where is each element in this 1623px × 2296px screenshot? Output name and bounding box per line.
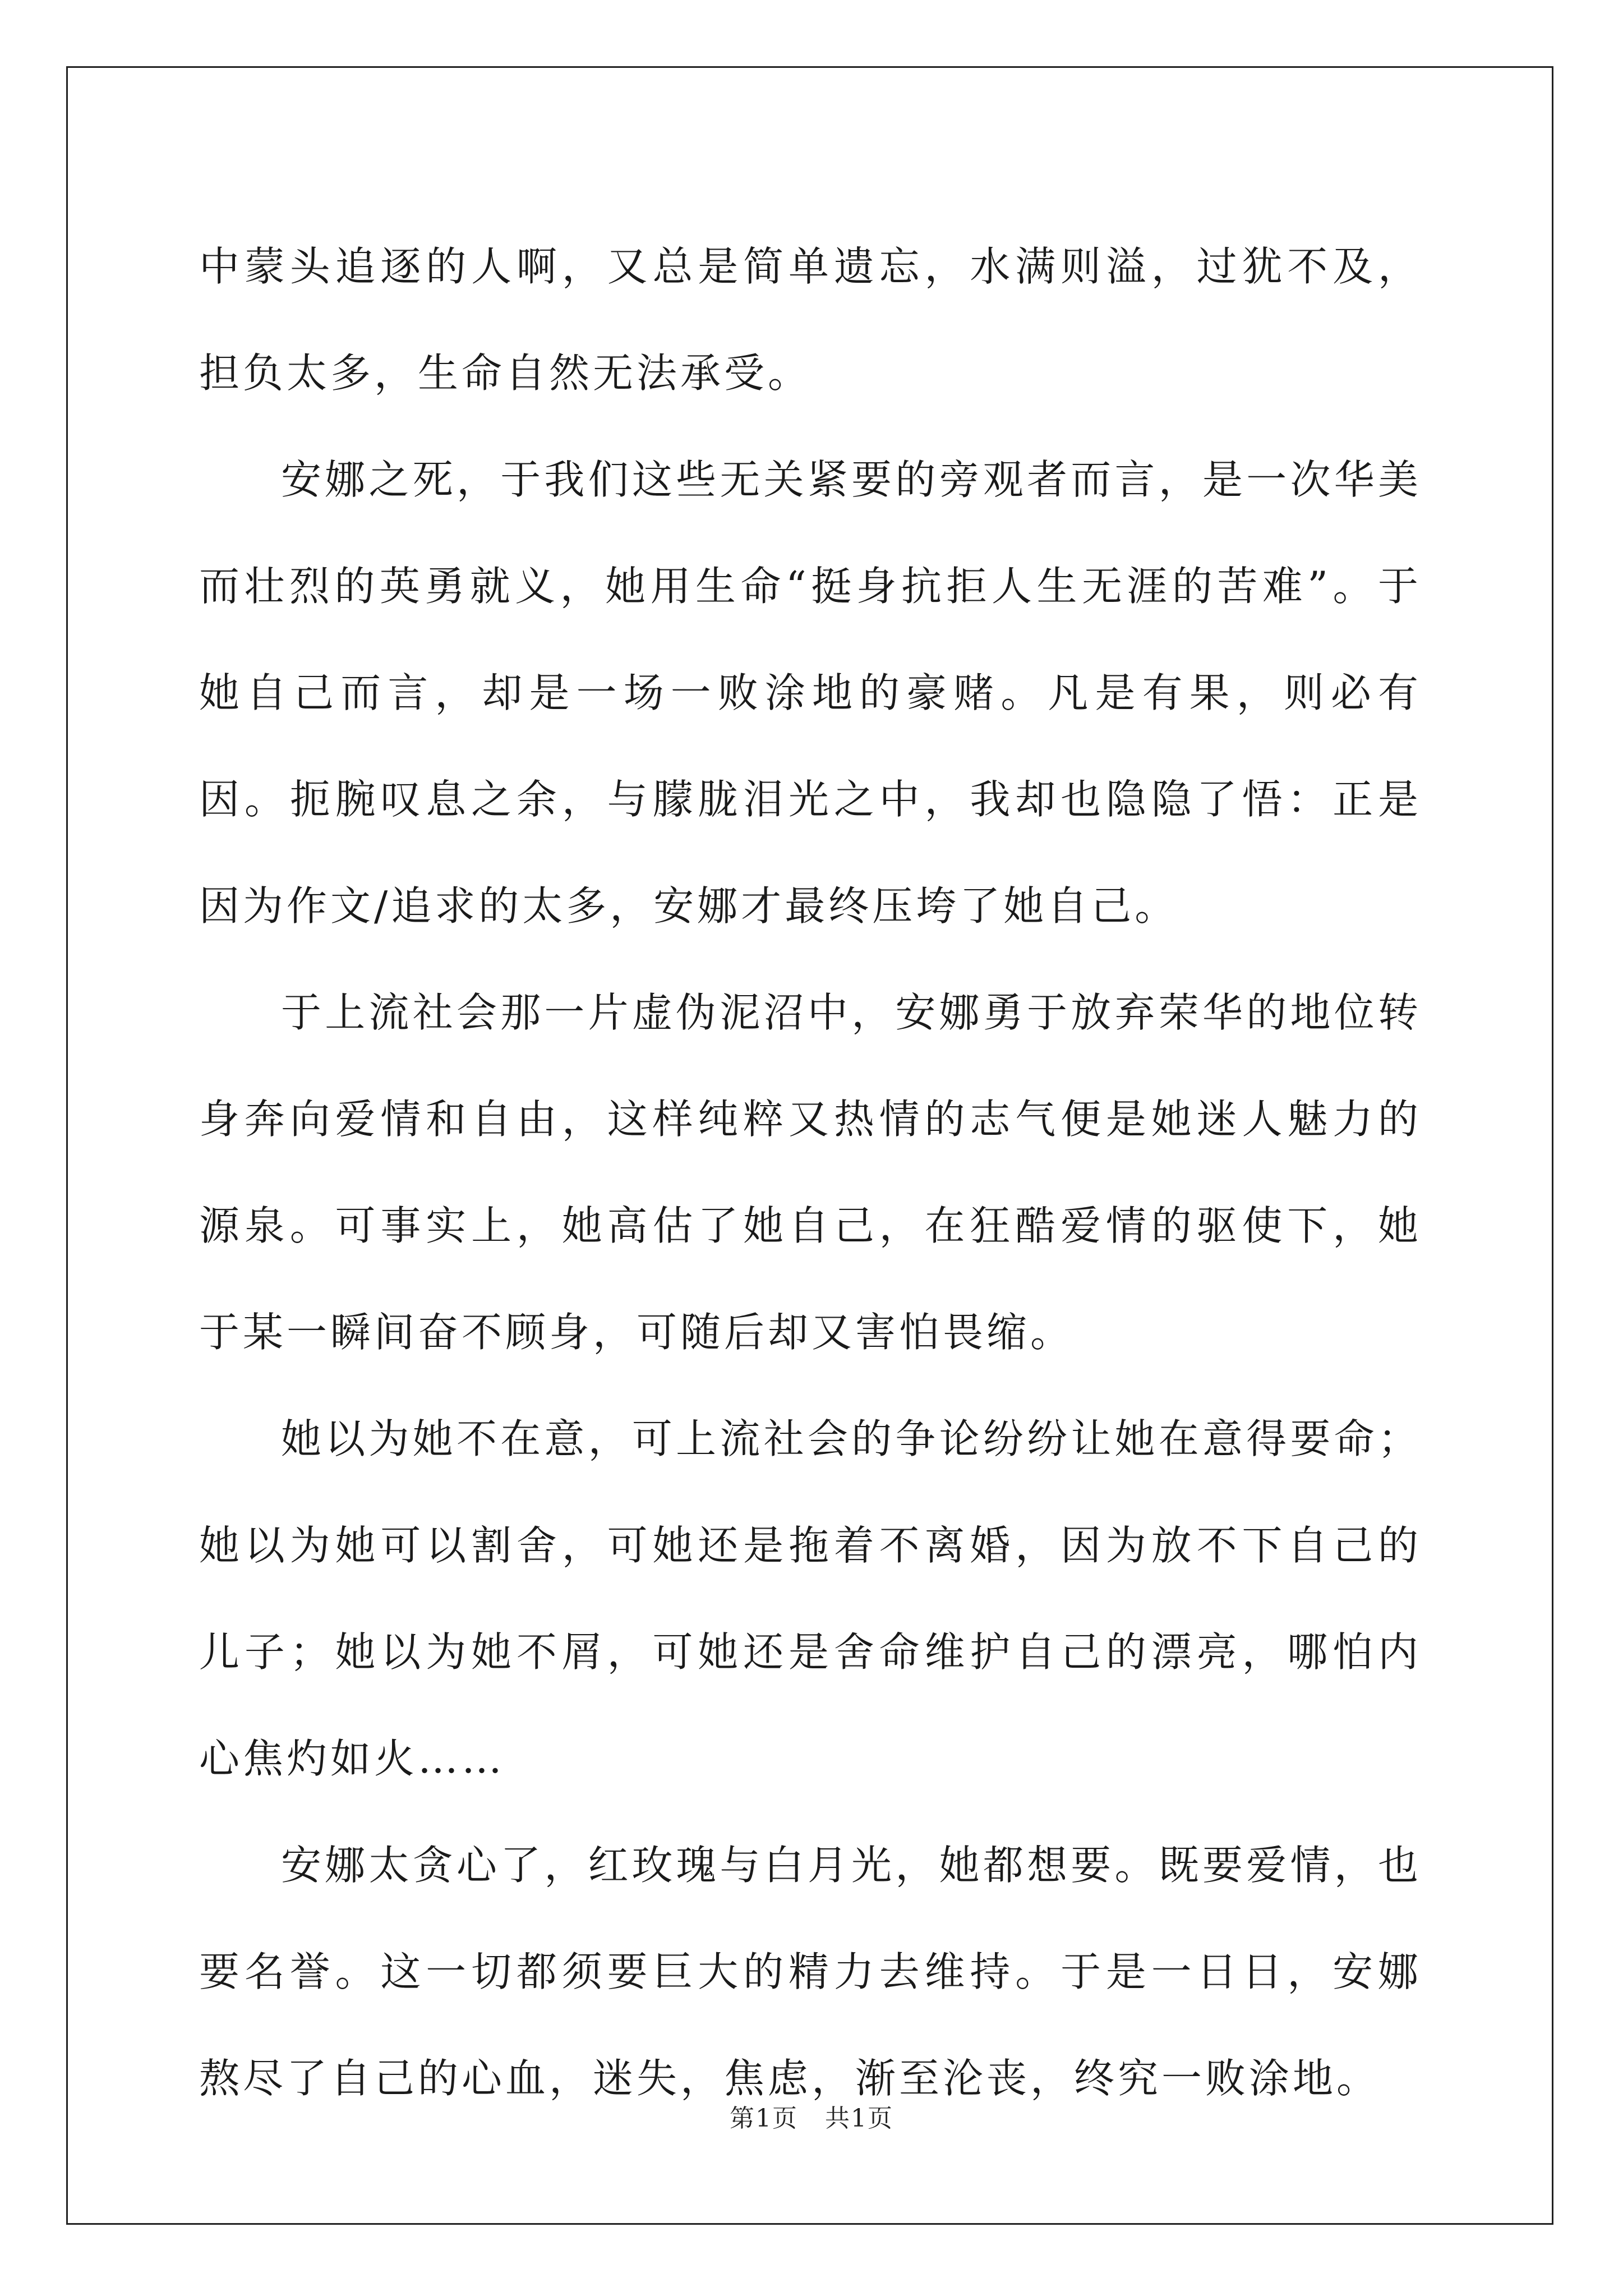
paragraph-3: 于上流社会那一片虚伪泥沼中，安娜勇于放弃荣华的地位转身奔向爱情和自由，这样纯粹又热情的志气便是她迷人魅力的源泉。可事实上，她高估了她自己，在狂酷爱情的驱使下，她于某一瞬间奋不顾身，可随后却又害怕畏缩。 bbox=[199, 989, 1422, 1356]
paragraph-2: 安娜之死，于我们这些无关紧要的旁观者而言，是一次华美而壮烈的英勇就义，她用生命“挺身抗拒人生无涯的苦难”。于她自己而言，却是一场一败涂地的豪赌。凡是有果，则必有因。扼腕叹息之余，与朦胧泪光之中，我却也隐隐了悟：正是因为作文/追求的太多，安娜才最终压垮了她自己。 bbox=[199, 456, 1422, 930]
paragraph-5: 安娜太贪心了，红玫瑰与白月光，她都想要。既要爱情，也要名誉。这一切都须要巨大的精力去维持。于是一日日，安娜熬尽了自己的心血，迷失，焦虑，渐至沦丧，终究一败涂地。 bbox=[199, 1842, 1422, 2102]
page-footer bbox=[0, 2098, 1623, 2134]
paragraph-1: 中蒙头追逐的人啊，又总是简单遗忘，水满则溢，过犹不及，担负太多，生命自然无法承受。 bbox=[199, 243, 1422, 397]
paragraph-4: 她以为她不在意，可上流社会的争论纷纷让她在意得要命；她以为她可以割舍，可她还是拖着不离婚，因为放不下自己的儿子；她以为她不屑，可她还是舍命维护自己的漂亮，哪怕内心焦灼如火…… bbox=[199, 1415, 1422, 1782]
document-body bbox=[199, 213, 1422, 2132]
page-number: 第1页 bbox=[730, 2104, 798, 2133]
page-total: 共1页 bbox=[825, 2104, 893, 2133]
